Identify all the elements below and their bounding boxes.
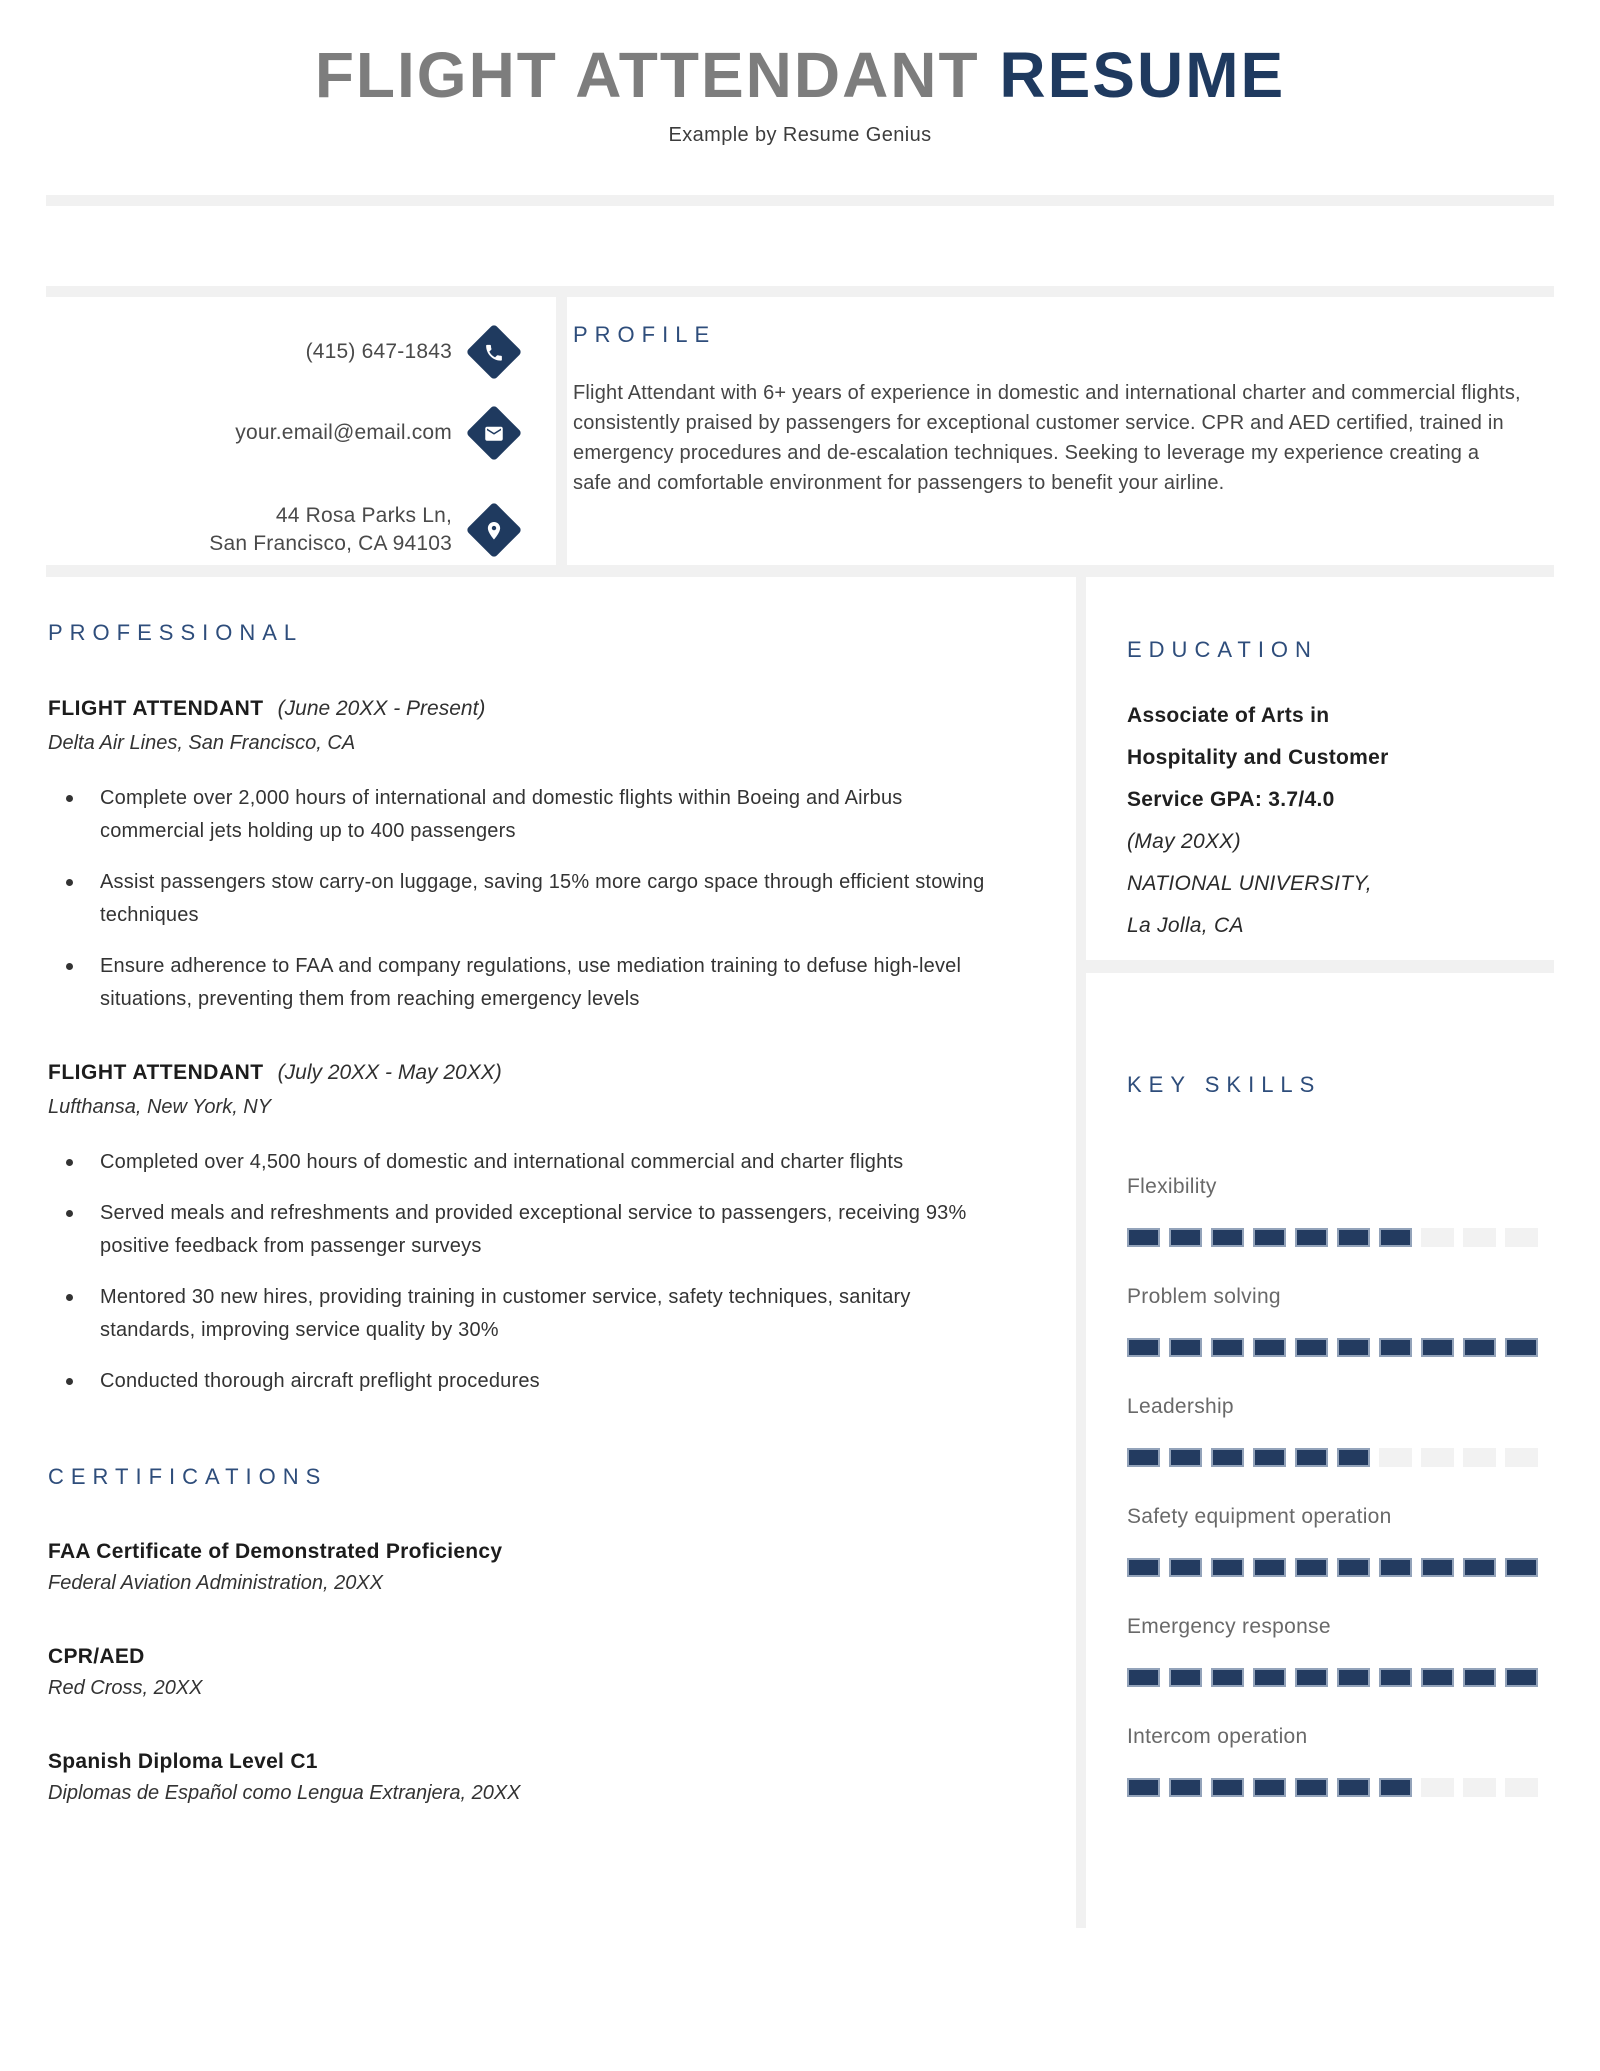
page-title (0, 40, 1600, 110)
skill-item (1127, 1504, 1557, 1577)
skill-segment (1169, 1338, 1202, 1357)
contact-icon-diamond (466, 324, 522, 380)
certification-name: FAA Certificate of Demonstrated Proficiency (48, 1540, 503, 1563)
job-bullet (48, 1197, 1048, 1263)
divider-band-bottom (46, 565, 1554, 577)
skill-segment (1169, 1448, 1202, 1467)
bullet-dot-icon (66, 1294, 73, 1301)
contact-item-text: 44 Rosa Parks Ln, (275, 504, 452, 527)
skill-segment (1337, 1448, 1370, 1467)
job-bullet (48, 866, 1048, 932)
skill-segment (1295, 1778, 1328, 1797)
education-lines (1127, 695, 1557, 947)
skill-segment (1421, 1558, 1454, 1577)
skill-segment (1463, 1778, 1496, 1797)
skill-segment (1295, 1558, 1328, 1577)
skill-bar (1127, 1778, 1557, 1797)
location-icon (484, 520, 505, 541)
jobs-list (48, 696, 1048, 1398)
divider-education-skills (1086, 960, 1554, 973)
skill-segment (1211, 1558, 1244, 1577)
contact-item-text: your.email@email.com (235, 421, 452, 444)
education-line: NATIONAL UNIVERSITY, (1127, 872, 1372, 895)
skill-segment (1127, 1668, 1160, 1687)
skill-segment (1253, 1228, 1286, 1247)
certification-item (48, 1643, 1048, 1702)
skill-label: Emergency response (1127, 1615, 1331, 1638)
skill-segment (1169, 1558, 1202, 1577)
divider-contact-profile (556, 297, 567, 565)
divider-band-top (46, 286, 1554, 297)
title-accent: RESUME (999, 39, 1286, 111)
skill-segment (1379, 1558, 1412, 1577)
bullet-dot-icon (66, 963, 73, 970)
skill-item (1127, 1614, 1557, 1687)
skill-segment (1505, 1228, 1538, 1247)
education-section (1127, 637, 1557, 947)
bullet-dot-icon (66, 1210, 73, 1217)
certification-detail: Diplomas de Español como Lengua Extranjera, 20XX (48, 1782, 521, 1804)
education-line: (May 20XX) (1127, 830, 1241, 853)
skill-label: Problem solving (1127, 1285, 1281, 1308)
job-bullet (48, 1281, 1048, 1347)
skill-bar (1127, 1558, 1557, 1577)
skill-segment (1505, 1448, 1538, 1467)
skill-segment (1421, 1448, 1454, 1467)
skill-segment (1421, 1338, 1454, 1357)
contact-item (46, 502, 522, 558)
skill-bar (1127, 1448, 1557, 1467)
skill-segment (1337, 1558, 1370, 1577)
skill-segment (1253, 1668, 1286, 1687)
skill-segment (1169, 1668, 1202, 1687)
bullet-text: Ensure adherence to FAA and company regulations, use mediation training to defuse high-level situations, preventing them from reaching emergency levels (100, 955, 962, 1010)
profile-text: Flight Attendant with 6+ years of experience in domestic and international charter and commercial flights, consistently praised by passengers for exceptional customer service. CPR and AED certified, trained in emergency procedures and de-escalation techniques. Seeking to leverage my experience creating a safe and comfortable environment for passengers to benefit your airline. (573, 382, 1521, 494)
job-bullets (48, 1146, 1048, 1398)
skill-segment (1253, 1778, 1286, 1797)
page-subtitle: Example by Resume Genius (668, 124, 932, 147)
skill-bar (1127, 1228, 1557, 1247)
skill-bar (1127, 1668, 1557, 1687)
education-line: Hospitality and Customer (1127, 746, 1389, 769)
skill-segment (1505, 1668, 1538, 1687)
bullet-text: Served meals and refreshments and provided exceptional service to passengers, receiving 93% positive feedback from passenger surveys (100, 1202, 967, 1257)
certification-item (48, 1538, 1048, 1597)
skill-segment (1211, 1668, 1244, 1687)
contact-icon-diamond (466, 405, 522, 461)
skill-segment (1169, 1778, 1202, 1797)
skill-segment (1379, 1228, 1412, 1247)
skill-segment (1127, 1338, 1160, 1357)
skill-label: Intercom operation (1127, 1725, 1308, 1748)
skill-segment (1253, 1558, 1286, 1577)
skill-segment (1379, 1448, 1412, 1467)
main-column (48, 620, 1048, 1853)
skill-segment (1337, 1338, 1370, 1357)
skill-segment (1211, 1778, 1244, 1797)
skill-segment (1379, 1338, 1412, 1357)
bullet-text: Mentored 30 new hires, providing training in customer service, safety techniques, sanitary standards, improving service quality by 30% (100, 1286, 911, 1341)
skill-segment (1505, 1778, 1538, 1797)
skill-segment (1211, 1448, 1244, 1467)
skill-segment (1169, 1228, 1202, 1247)
skill-segment (1295, 1228, 1328, 1247)
bullet-text: Conducted thorough aircraft preflight procedures (100, 1370, 540, 1392)
skill-segment (1463, 1448, 1496, 1467)
bullet-dot-icon (66, 879, 73, 886)
skill-segment (1337, 1778, 1370, 1797)
job-bullets (48, 782, 1048, 1016)
skill-item (1127, 1724, 1557, 1797)
skill-label: Leadership (1127, 1395, 1234, 1418)
job-dates: (July 20XX - May 20XX) (277, 1061, 502, 1084)
skill-segment (1421, 1778, 1454, 1797)
job-entry (48, 696, 1048, 1016)
education-heading: EDUCATION (1127, 637, 1318, 662)
contact-icon-diamond (466, 502, 522, 558)
skill-segment (1421, 1228, 1454, 1247)
job-company: Delta Air Lines, San Francisco, CA (48, 732, 356, 754)
job-bullet (48, 1365, 1048, 1398)
job-entry (48, 1060, 1048, 1398)
skill-segment (1295, 1338, 1328, 1357)
key-skills-heading: KEY SKILLS (1127, 1072, 1322, 1097)
contact-item (46, 405, 522, 461)
skill-segment (1463, 1338, 1496, 1357)
skill-segment (1379, 1668, 1412, 1687)
profile-heading: PROFILE (573, 322, 717, 347)
skill-segment (1337, 1668, 1370, 1687)
divider-header (46, 195, 1554, 206)
certifications-list (48, 1538, 1048, 1807)
skill-item (1127, 1174, 1557, 1247)
skill-segment (1127, 1778, 1160, 1797)
skill-segment (1127, 1448, 1160, 1467)
skill-segment (1253, 1338, 1286, 1357)
certifications-heading: CERTIFICATIONS (48, 1464, 328, 1489)
job-title (48, 1060, 1048, 1086)
job-title-text: FLIGHT ATTENDANT (48, 1061, 264, 1084)
header (0, 40, 1600, 147)
profile-section (573, 322, 1521, 498)
bullet-dot-icon (66, 795, 73, 802)
job-bullet (48, 950, 1048, 1016)
bullet-text: Assist passengers stow carry-on luggage, saving 15% more cargo space through efficient stowing techniques (100, 871, 985, 926)
skill-segment (1127, 1558, 1160, 1577)
job-company: Lufthansa, New York, NY (48, 1096, 272, 1118)
skill-segment (1463, 1228, 1496, 1247)
key-skills-section (1127, 1072, 1557, 1834)
contact-section (46, 324, 522, 558)
bullet-dot-icon (66, 1159, 73, 1166)
education-line: Associate of Arts in (1127, 704, 1330, 727)
education-line: La Jolla, CA (1127, 914, 1244, 937)
contact-item (46, 324, 522, 380)
skill-label: Safety equipment operation (1127, 1505, 1392, 1528)
job-title-text: FLIGHT ATTENDANT (48, 697, 264, 720)
skill-item (1127, 1394, 1557, 1467)
bullet-text: Complete over 2,000 hours of international and domestic flights within Boeing and Airbus commercial jets holding up to 400 passengers (100, 787, 903, 842)
skill-segment (1505, 1558, 1538, 1577)
skill-segment (1127, 1228, 1160, 1247)
divider-sidebar (1076, 577, 1086, 1928)
skills-list (1127, 1174, 1557, 1797)
bullet-dot-icon (66, 1378, 73, 1385)
skill-segment (1211, 1228, 1244, 1247)
certification-detail: Federal Aviation Administration, 20XX (48, 1572, 383, 1594)
job-title (48, 696, 1048, 722)
contact-item-text: San Francisco, CA 94103 (209, 532, 452, 555)
skill-segment (1421, 1668, 1454, 1687)
certification-name: Spanish Diploma Level C1 (48, 1750, 318, 1773)
skill-label: Flexibility (1127, 1175, 1217, 1198)
certification-name: CPR/AED (48, 1645, 145, 1668)
skill-segment (1505, 1338, 1538, 1357)
education-line: Service GPA: 3.7/4.0 (1127, 788, 1335, 811)
phone-icon (484, 342, 505, 363)
certification-detail: Red Cross, 20XX (48, 1677, 203, 1699)
professional-heading: PROFESSIONAL (48, 620, 304, 645)
skill-segment (1295, 1668, 1328, 1687)
job-bullet (48, 782, 1048, 848)
skill-bar (1127, 1338, 1557, 1357)
job-dates: (June 20XX - Present) (277, 697, 486, 720)
skill-segment (1253, 1448, 1286, 1467)
certification-item (48, 1748, 1048, 1807)
contact-item-text: (415) 647-1843 (305, 340, 452, 363)
skill-segment (1463, 1558, 1496, 1577)
skill-segment (1337, 1228, 1370, 1247)
certifications-section (48, 1464, 1048, 1807)
skill-segment (1463, 1668, 1496, 1687)
skill-item (1127, 1284, 1557, 1357)
skill-segment (1295, 1448, 1328, 1467)
email-icon (484, 423, 505, 444)
job-bullet (48, 1146, 1048, 1179)
bullet-text: Completed over 4,500 hours of domestic and international commercial and charter flights (100, 1151, 904, 1173)
skill-segment (1379, 1778, 1412, 1797)
skill-segment (1211, 1338, 1244, 1357)
title-primary: FLIGHT ATTENDANT (314, 39, 980, 111)
